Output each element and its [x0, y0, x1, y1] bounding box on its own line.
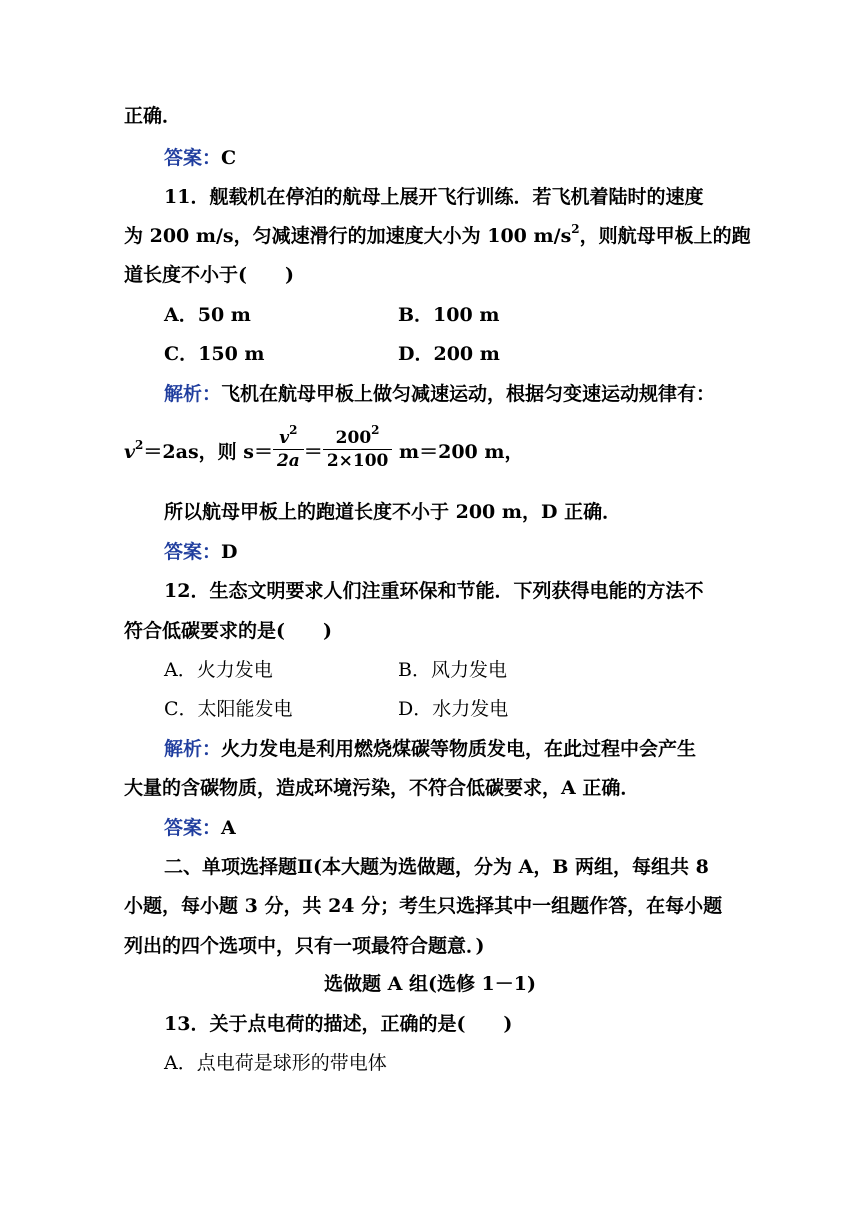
q11-text: 为 200 m/s，匀减速滑行的加速度大小为 100 m/s	[124, 225, 572, 247]
section-heading-line2: 小题，每小题 3 分，共 24 分；考生只选择其中一组题作答，在每小题	[124, 895, 723, 917]
analysis-text: 飞机在航母甲板上做匀减速运动，根据匀变速运动规律有：	[221, 383, 716, 405]
analysis-line	[164, 737, 696, 761]
question-11-line3: 道长度不小于( )	[124, 264, 294, 286]
option-d: D．水力发电	[398, 698, 509, 720]
question-11-line1: 11．舰载机在停泊的航母上展开飞行训练．若飞机着陆时的速度	[164, 186, 704, 208]
section-heading-line3: 列出的四个选项中，只有一项最符合题意．)	[124, 935, 485, 957]
answer-value: C	[221, 147, 237, 169]
answer-line	[164, 146, 236, 170]
answer-label: 答案：	[164, 817, 222, 839]
analysis-line2: 大量的含碳物质，造成环境污染，不符合低碳要求，A 正确．	[124, 777, 640, 799]
formula-text: ＝2as，则 s＝	[143, 441, 273, 463]
question-12-line1: 12．生态文明要求人们注重环保和节能．下列获得电能的方法不	[164, 580, 704, 602]
formula-text: ＝	[303, 441, 323, 463]
superscript: 2	[571, 221, 580, 236]
frac-denominator: 2×100	[323, 449, 393, 472]
formula-var: v	[124, 441, 136, 463]
superscript: 2	[289, 422, 298, 437]
option-b: B．100 m	[398, 304, 500, 326]
question-13: 13．关于点电荷的描述，正确的是( )	[164, 1013, 513, 1035]
analysis-label: 解析：	[164, 738, 222, 760]
analysis-label: 解析：	[164, 383, 222, 405]
fraction-v2-over-2a	[273, 422, 304, 472]
section-heading-line1: 二、单项选择题Ⅱ(本大题为选做题，分为 A，B 两组，每组共 8	[164, 856, 709, 878]
text-line: 正确．	[124, 105, 182, 127]
option-d: D．200 m	[398, 343, 500, 365]
answer-value: D	[221, 541, 238, 563]
option-c: C．太阳能发电	[164, 698, 293, 720]
option-c: C．150 m	[164, 343, 265, 365]
frac-denominator: 2a	[276, 450, 300, 471]
conclusion-line: 所以航母甲板上的跑道长度不小于 200 m，D 正确．	[164, 501, 622, 523]
formula-text: m＝200 m，	[392, 441, 524, 463]
option-a: A．50 m	[164, 304, 251, 326]
analysis-line	[164, 382, 715, 406]
fraction-values	[323, 422, 393, 472]
superscript: 2	[135, 437, 144, 452]
formula-line	[124, 422, 524, 476]
answer-line	[164, 540, 238, 564]
frac-numerator: v	[279, 427, 290, 448]
superscript: 2	[371, 422, 380, 437]
answer-line	[164, 816, 236, 840]
group-title: 选做题 A 组(选修 1－1)	[323, 973, 536, 995]
option-a: A．点电荷是球形的带电体	[164, 1052, 387, 1074]
question-11-line2	[124, 221, 751, 248]
answer-value: A	[221, 817, 236, 839]
question-12-line2: 符合低碳要求的是( )	[124, 620, 332, 642]
option-a: A．火力发电	[164, 659, 273, 681]
analysis-text: 火力发电是利用燃烧煤碳等物质发电，在此过程中会产生	[221, 738, 697, 760]
frac-numerator: 200	[335, 427, 372, 448]
option-b: B．风力发电	[398, 659, 507, 681]
q11-text: ，则航母甲板上的跑	[579, 225, 751, 247]
answer-label: 答案：	[164, 147, 222, 169]
answer-label: 答案：	[164, 541, 222, 563]
